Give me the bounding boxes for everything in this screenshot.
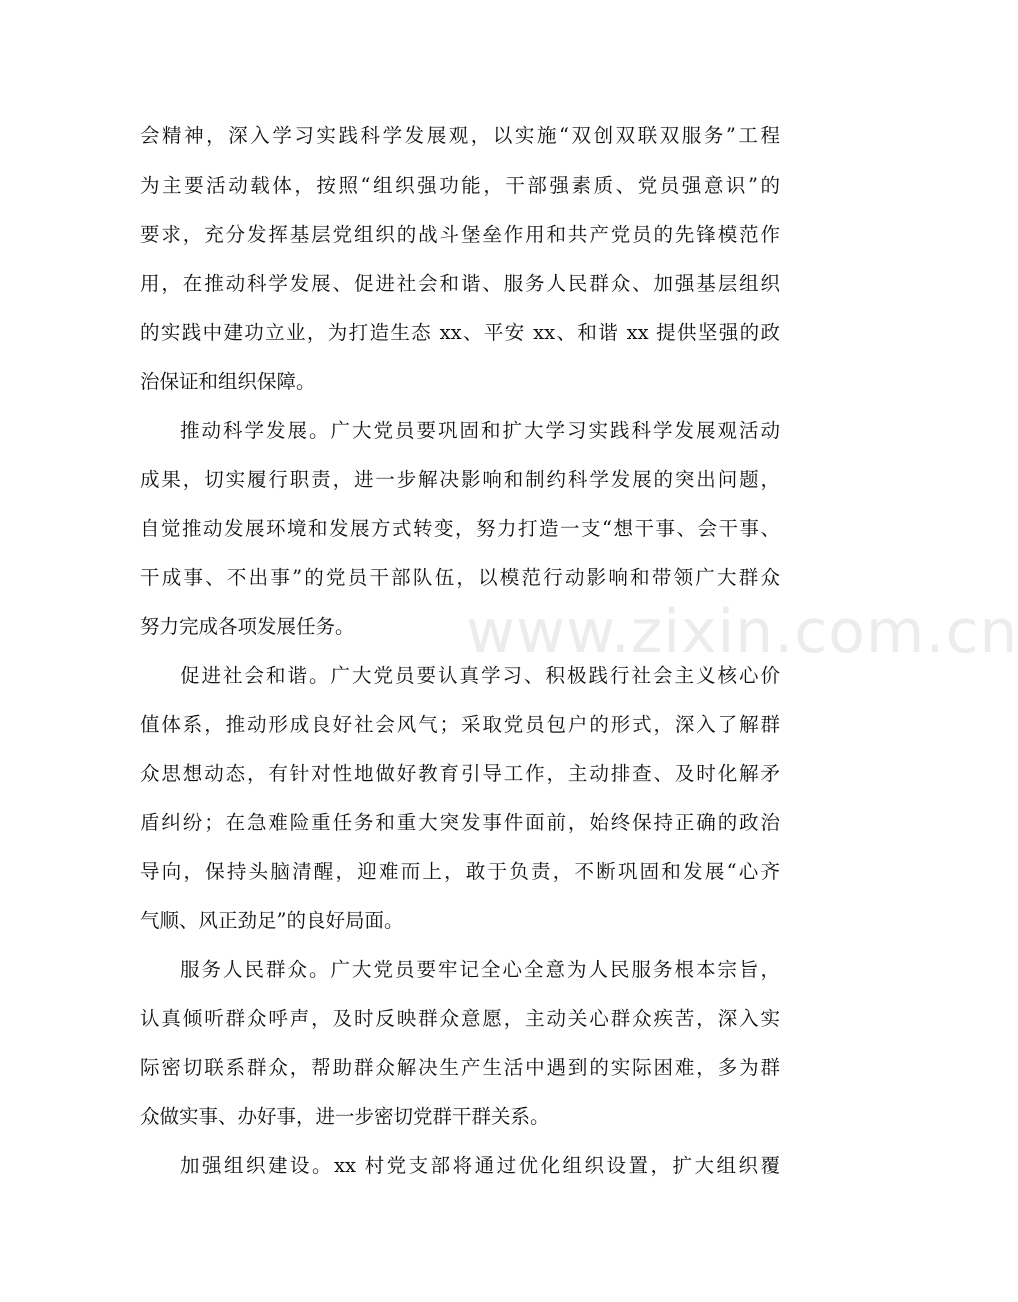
paragraph-line: 为主要活动载体，按照“组织强功能，干部强素质、党员强意识”的 bbox=[140, 174, 780, 197]
paragraph-line: 导向，保持头脑清醒，迎难而上，敢于负责，不断巩固和发展“心齐 bbox=[140, 860, 780, 883]
paragraph-line: 服务人民群众。广大党员要牢记全心全意为人民服务根本宗旨， bbox=[180, 958, 780, 981]
paragraph-line: 认真倾听群众呼声，及时反映群众意愿，主动关心群众疾苦，深入实 bbox=[140, 1007, 780, 1030]
paragraph-line: 治保证和组织保障。 bbox=[140, 370, 316, 393]
paragraph-line: 际密切联系群众，帮助群众解决生产生活中遇到的实际困难，多为群 bbox=[140, 1056, 780, 1079]
paragraph-line: 加强组织建设。xx 村党支部将通过优化组织设置，扩大组织覆 bbox=[180, 1154, 780, 1177]
paragraph-line: 自觉推动发展环境和发展方式转变，努力打造一支“想干事、会干事、 bbox=[140, 517, 780, 540]
paragraph-line: 的实践中建功立业，为打造生态 xx、平安 xx、和谐 xx 提供坚强的政 bbox=[140, 321, 780, 344]
paragraph-line: 会精神，深入学习实践科学发展观，以实施“双创双联双服务”工程 bbox=[140, 124, 780, 147]
paragraph-line: 用，在推动科学发展、促进社会和谐、服务人民群众、加强基层组织 bbox=[140, 272, 780, 295]
watermark: www.zixin.com.cn bbox=[466, 597, 1018, 667]
paragraph-line: 促进社会和谐。广大党员要认真学习、积极践行社会主义核心价 bbox=[180, 664, 780, 687]
paragraph-line: 干成事、不出事”的党员干部队伍，以模范行动影响和带领广大群众 bbox=[140, 566, 780, 589]
paragraph-line: 值体系，推动形成良好社会风气；采取党员包户的形式，深入了解群 bbox=[140, 713, 780, 736]
paragraph-line: 推动科学发展。广大党员要巩固和扩大学习实践科学发展观活动 bbox=[180, 419, 780, 442]
paragraph-line: 盾纠纷；在急难险重任务和重大突发事件面前，始终保持正确的政治 bbox=[140, 811, 780, 834]
paragraph-line: 成果，切实履行职责，进一步解决影响和制约科学发展的突出问题， bbox=[140, 468, 780, 491]
paragraph-line: 众思想动态，有针对性地做好教育引导工作，主动排查、及时化解矛 bbox=[140, 762, 780, 785]
paragraph-line: 努力完成各项发展任务。 bbox=[140, 615, 355, 638]
paragraph-line: 气顺、风正劲足”的良好局面。 bbox=[140, 909, 404, 932]
paragraph-line: 众做实事、办好事，进一步密切党群干群关系。 bbox=[140, 1105, 550, 1128]
paragraph-line: 要求，充分发挥基层党组织的战斗堡垒作用和共产党员的先锋模范作 bbox=[140, 223, 780, 246]
